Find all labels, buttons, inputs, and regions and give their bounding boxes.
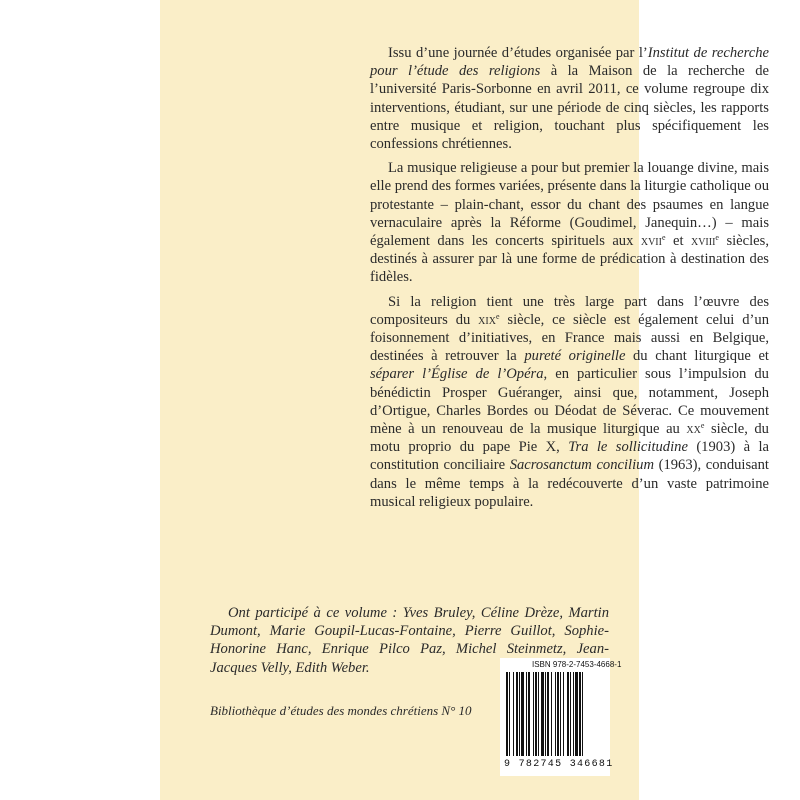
paragraph-2 [370, 159, 769, 286]
italic-title: Sacrosanctum concilium [509, 457, 654, 474]
century-numeral: xix [478, 311, 496, 328]
isbn-barcode [500, 658, 622, 776]
text-run: et [665, 233, 691, 250]
text-run: siècle, ce siècle est également celui d’un foisonnement d’initiatives, en France mais aussi en Belgique, destinées à retrouver la [370, 311, 769, 365]
italic-phrase: pureté originelle [524, 348, 626, 365]
text-run: (1963), conduisant dans le même temps à la redécouverte d’un vaste patrimoine musical religieux populaire. [370, 457, 769, 510]
isbn-digits: 9 782745 346681 [504, 759, 614, 770]
ordinal-suffix: e [661, 233, 666, 243]
text-run: siècles, destinés à assurer par là une forme de prédication à destination des fidèles. [370, 233, 769, 286]
century-numeral: xx [686, 421, 701, 438]
text-run: siècle, du motu proprio du pape Pie X, [370, 421, 769, 456]
text-run: du chant liturgique et [625, 348, 769, 365]
text-run: La musique religieuse a pour but premier la louange divine, mais elle prend des formes variées, présente dans la liturgie catholique ou protestante – plain-chant, essor du chant des psaumes en langue vernaculaire après la Réforme (Goudimel, Janequin…) – mais également dans les concerts spirituels aux [370, 160, 769, 250]
italic-title: Tra le sollicitudine [568, 439, 688, 456]
barcode-bars-icon [506, 672, 606, 758]
series-title: Bibliothèque d’études des mondes chrétiens N° 10 [210, 703, 472, 718]
text-run: Si la religion tient une très large part dans l’œuvre des compositeurs du [370, 293, 769, 328]
italic-phrase: séparer l’Église de l’Opéra [370, 366, 544, 383]
paragraph-3 [370, 293, 769, 511]
century-numeral: xviii [690, 233, 716, 250]
text-run: Issu d’une journée d’études organisée par l’ [388, 45, 648, 61]
contributors-list: Ont participé à ce volume : Yves Bruley, Céline Drèze, Martin Dumont, Marie Goupil-Lucas-Fontaine, Pierre Guillot, Sophie-Honorine Hanc, Enrique Pilco Paz, Michel Steinmetz, Jean-Jacques Velly, Edith Weber. [210, 605, 609, 676]
ordinal-suffix: e [495, 311, 500, 321]
blurb-text [370, 44, 769, 517]
ordinal-suffix: e [700, 421, 705, 431]
text-run: (1903) à la constitution conciliaire [370, 439, 769, 474]
text-run: , en particulier sous l’impulsion du bénédictin Prosper Guéranger, ainsi que, notamment, Joseph d’Ortigue, Charles Bordes ou Déodat de Séverac. Ce mouvement mène à un renouveau de la musique liturgique au [370, 366, 769, 438]
century-numeral: xvii [640, 233, 662, 250]
ordinal-suffix: e [715, 233, 719, 243]
text-run: à la Maison de la recherche de l’université Paris-Sorbonne en avril 2011, ce volume regroupe dix interventions, étudiant, sur une période de cinq siècles, les rapports entre musique et religion, touchant plus spécifiquement les confessions chrétiennes. [370, 63, 769, 153]
institute-name: Institut de recherche pour l’étude des religions [370, 45, 769, 80]
isbn-label: ISBN 978-2-7453-4668-1 [532, 660, 622, 669]
paragraph-1 [370, 44, 769, 153]
